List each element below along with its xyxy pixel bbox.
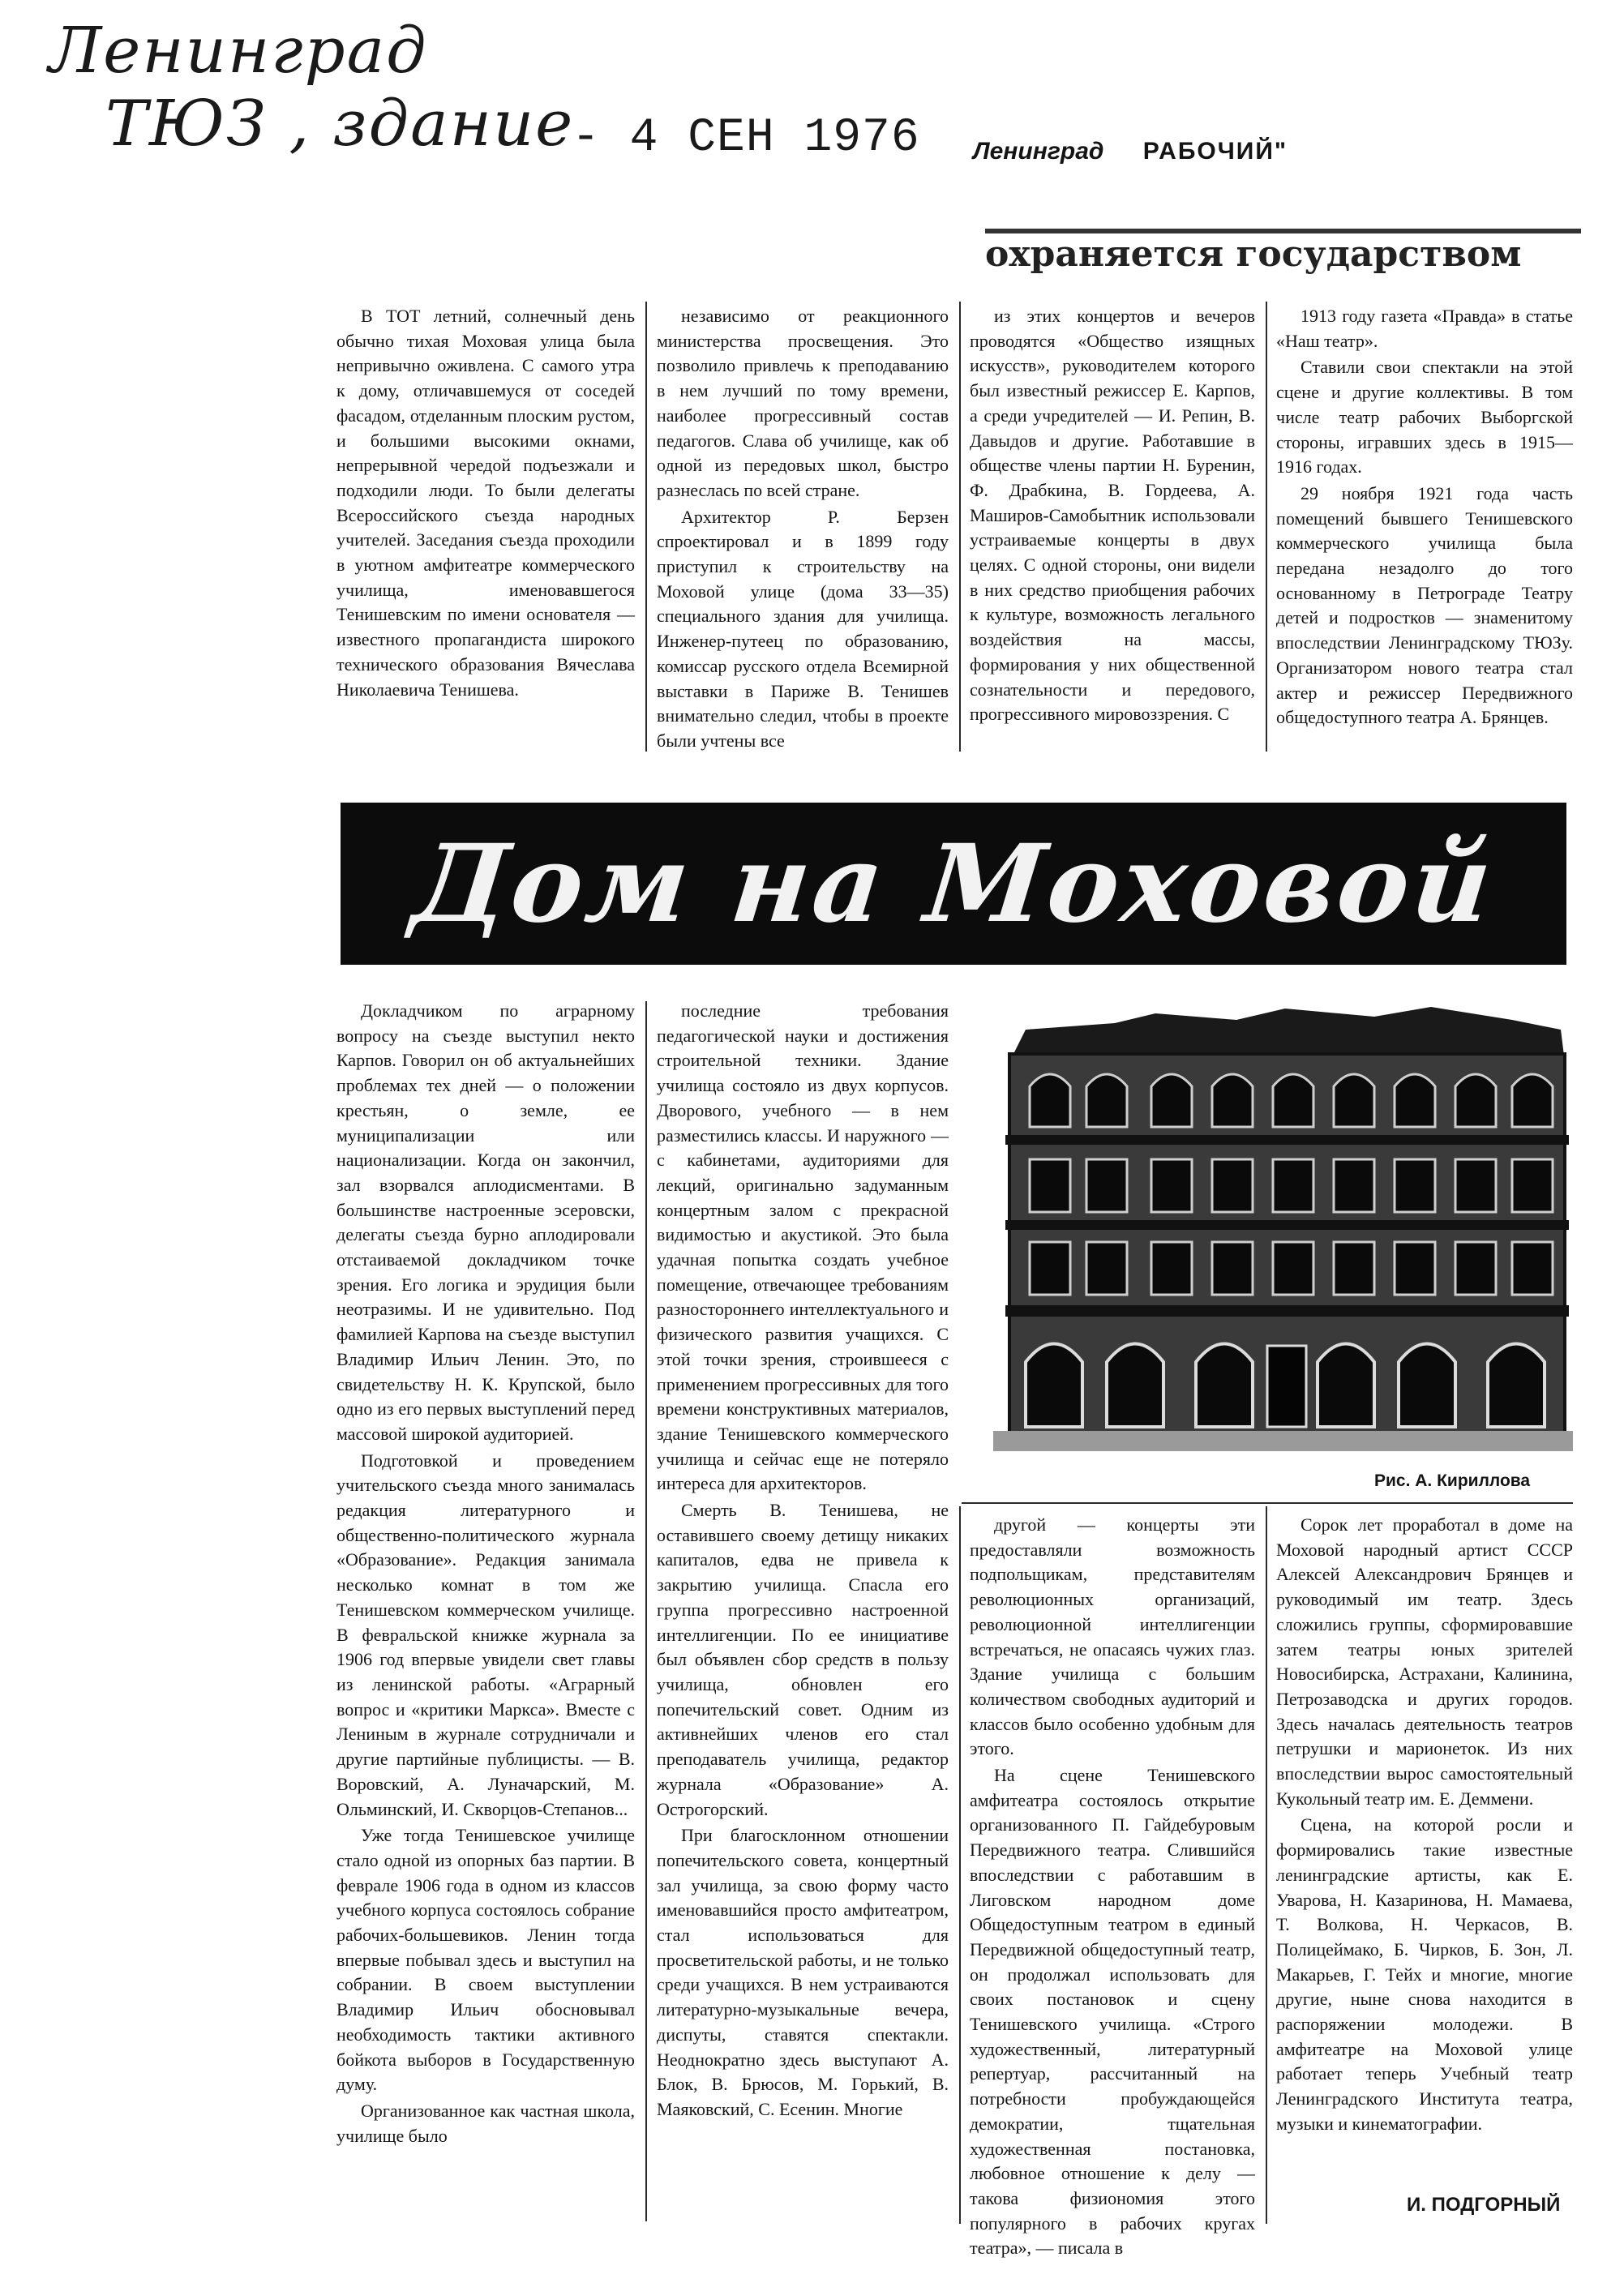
paragraph: Докладчиком по аграрному вопросу на съезде выступил некто Карпов. Говорил он об актуальнейших проблемах тех дней — о положении крестьян, о земле, ее муниципализации или национализации. Когда он закончил, зал взорвался аплодисментами. В большинстве настроенные эсеровски, делегаты съезда бурно аплодировали отстаиваемой докладчиком точке зрения. Его логика и эрудиция были неотразимы. И не удивительно. Под фамилией Карпова на съезде выступил Владимир Ильич Ленин. Это, по свидетельству Н. К. Крупской, было одно из его первых выступлений перед массовой широкой аудиторией.: [336, 1000, 635, 1444]
paragraph: последние требования педагогической науки и достижения строительной техники. Здание училища состояло из двух корпусов. Дворового, учебного — в нем разместились классы. И наружного — с кабинетами, аудиториями для лекций, оригинально задуманным концертным залом с прекрасной видимостью и акустикой. Это была удачная попытка создать учебное помещение, отвечающее требованиям разностороннего интеллектуального и физического развития учащихся. С этой точки зрения, строившееся с применением прогрессивных для того времени конструктивных материалов, здание Тенишевского коммерческого училища и сейчас еще не потеряло интереса для архитекторов.: [657, 1000, 949, 1494]
paragraph: Подготовкой и проведением учительского съезда много занималась редакция литературного и общественно-политического журнала «Образование». Редакция занимала несколько комнат в том же Тенишевском коммерческом училище. В февральской книжке журнала за 1906 год впервые увидели свет главы из ленинской работы. «Аграрный вопрос и «критики Маркса». Вместе с Лениным в журнале сотрудничали и другие партийные публицисты. — В. Воровский, А. Луначарский, М. Ольминский, И. Скворцов-Степанов...: [336, 1450, 635, 1819]
column-rule: [1266, 1506, 1267, 2224]
paragraph: На сцене Тенишевского амфитеатра состоялось открытие организованного П. Гайдебуровым Передвижного театра. Слившийся впоследствии с работавшим в Лиговском народном доме Общедоступным театром в единый Передвижной общедоступный театр, он продолжал использовать для своих постановок и сцену Тенишевского училища. «Строго художественный, литературный репертуар, рассчитанный на потребности пробуждающейся демократии, тщательная художественная постановка, любовное отношение к делу — такова физиономия этого популярного в рабочих кругах театра», — писала в: [970, 1765, 1255, 2259]
illustration-caption: Рис. А. Кириллова: [1374, 1471, 1531, 1490]
column-rule: [645, 1001, 647, 2221]
masthead-paper: РАБОЧИЙ": [1142, 138, 1288, 165]
paragraph: Архитектор Р. Берзен спроектировал и в 1899 году приступил к строительству на Моховой улице (дома 33—35) специального здания для училища. Инженер-путеец по образованию, комиссар русского отдела Всемирной выставки в Париже В. Тенишев внимательно следил, чтобы в проекте были учтены все: [657, 506, 949, 751]
bottom-column-4: [1276, 1513, 1573, 2186]
headline-banner: [341, 803, 1566, 965]
handwritten-note-line1: Ленинград: [49, 15, 428, 88]
paragraph: Ставили свои спектакли на этой сцене и другие коллективы. В том числе театр рабочих Выборгской стороны, игравших здесь в 1915—1916 годах.: [1276, 357, 1573, 478]
building-illustration: [993, 1005, 1573, 1451]
paragraph: 1913 году газета «Правда» в статье «Наш театр».: [1276, 306, 1573, 351]
column-rule: [1266, 302, 1267, 752]
column-rule: [645, 302, 647, 752]
masthead: [973, 138, 1288, 165]
author-signature: И. ПОДГОРНЫЙ: [1407, 2194, 1561, 2216]
masthead-city: Ленинград: [973, 138, 1104, 165]
paragraph: Уже тогда Тенишевское училище стало одной из опорных баз партии. В феврале 1906 года в одном из классов учебного корпуса состоялось собрание рабочих-большевиков. Ленин тогда впервые побывал здесь и выступил на собрании. В своем выступлении Владимир Ильич обосновывал необходимость тактики активного бойкота выборов в Государственную думу.: [336, 1825, 635, 2095]
bottom-column-3: [970, 1513, 1255, 2259]
date-stamp: - 4 СЕН 1976: [572, 112, 920, 165]
paragraph: В ТОТ летний, солнечный день обычно тихая Моховая улица была непривычно оживлена. С самого утра к дому, отличавшемуся от соседей фасадом, отделанным плоским рустом, и большими высокими окнами, непрерывной чередой подъезжали и подходили люди. То были делегаты Всероссийского съезда народных учителей. Заседания съезда проходили в уютном амфитеатре коммерческого училища, именовавшегося Тенишевским по имени основателя — известного пропагандиста широкого технического образования Вячеслава Николаевича Тенишева.: [336, 306, 635, 700]
top-column-4: [1276, 304, 1573, 758]
section-tagline: охраняется государством: [985, 229, 1581, 275]
paragraph: другой — концерты эти предоставляли возможность подпольщикам, представителям революционных организаций, революционной интеллигенции встречаться, не опасаясь чужих глаз. Здание училища с большим количеством свободных аудиторий и классов было особенно удобным для этого.: [970, 1514, 1255, 1759]
paragraph: Сорок лет проработал в доме на Моховой народный артист СССР Алексей Александрович Брянцев и руководимый им театр. Здесь сложились группы, сформировавшие затем театры юных зрителей Новосибирска, Астрахани, Калинина, Петрозаводска и других городов. Здесь началась деятельность театров петрушки и марионеток. Из них впоследствии вырос самостоятельный Кукольный театр им. Е. Деммени.: [1276, 1514, 1573, 1809]
paragraph: Организованное как частная школа, училище было: [336, 2100, 635, 2146]
bottom-column-1: [336, 999, 635, 2223]
section-rule: [962, 1502, 1573, 1504]
paragraph: независимо от реакционного министерства просвещения. Это позволило привлечь к преподаванию в нем лучший по тому времени, наиболее прогрессивный состав педагогов. Слава об училище, как об одной из передовых школ, быстро разнеслась по всей стране.: [657, 306, 949, 500]
top-column-1: [336, 304, 635, 758]
handwritten-note-line2: ТЮЗ , здание: [105, 88, 575, 161]
column-rule: [959, 1506, 961, 2224]
top-column-3: [970, 304, 1255, 758]
column-rule: [959, 302, 961, 752]
headline: Дом на Моховой: [406, 820, 1501, 947]
paragraph: 29 ноября 1921 года часть помещений бывшего Тенишевского коммерческого училища была передана незадолго до того основанному в Петрограде Театру детей и подростков — знаменитому впоследствии Ленинградскому ТЮЗу. Организатором нового театра стал актер и режиссер Передвижного общедоступного театра А. Брянцев.: [1276, 482, 1573, 728]
paragraph: При благосклонном отношении попечительского совета, концертный зал училища, за свою форму часто именовавшийся просто амфитеатром, стал использоваться для просветительской работы, и не только среди учащихся. В нем устраиваются литературно-музыкальные вечера, диспуты, ставятся спектакли. Неоднократно здесь выступают А. Блок, В. Брюсов, М. Горький, В. Маяковский, С. Есенин. Многие: [657, 1825, 949, 2119]
paragraph: Смерть В. Тенишева, не оставившего своему детищу никаких капиталов, едва не привела к закрытию училища. Спасла его группа прогрессивно настроенной интеллигенции. По ее инициативе был объявлен сбор средств в пользу училища, обновлен его попечительский совет. Одним из активнейших членов его стал преподаватель училища, редактор журнала «Образование» А. Острогорский.: [657, 1500, 949, 1819]
top-column-2: [657, 304, 949, 758]
paragraph: из этих концертов и вечеров проводятся «Общество изящных искусств», руководителем которого был известный режиссер Е. Карпов, а среди учредителей — И. Репин, В. Давыдов и другие. Работавшие в обществе члены партии Н. Буренин, Ф. Драбкина, В. Гордеева, А. Маширов-Самобытник использовали устраиваемые концерты в двух целях. С одной стороны, они видели в них средство приобщения рабочих к культуре, возможность легального воздействия на массы, формирования у них общественной сознательности и передового, прогрессивного мировоззрения. С: [970, 306, 1255, 725]
bottom-column-2: [657, 999, 949, 2223]
paragraph: Сцена, на которой росли и формировались такие известные ленинградские артисты, как Е. Уварова, Н. Казаринова, Н. Мамаева, Т. Волкова, Н. Черкасов, В. Полицеймако, Б. Чирков, Б. Зон, Л. Макарьев, Г. Тейх и многие, многие другие, ныне снова находится в распоряжении молодежи. В амфитеатре на Моховой улице работает теперь Учебный театр Ленинградского Института театра, музыки и кинематографии.: [1276, 1814, 1573, 2134]
